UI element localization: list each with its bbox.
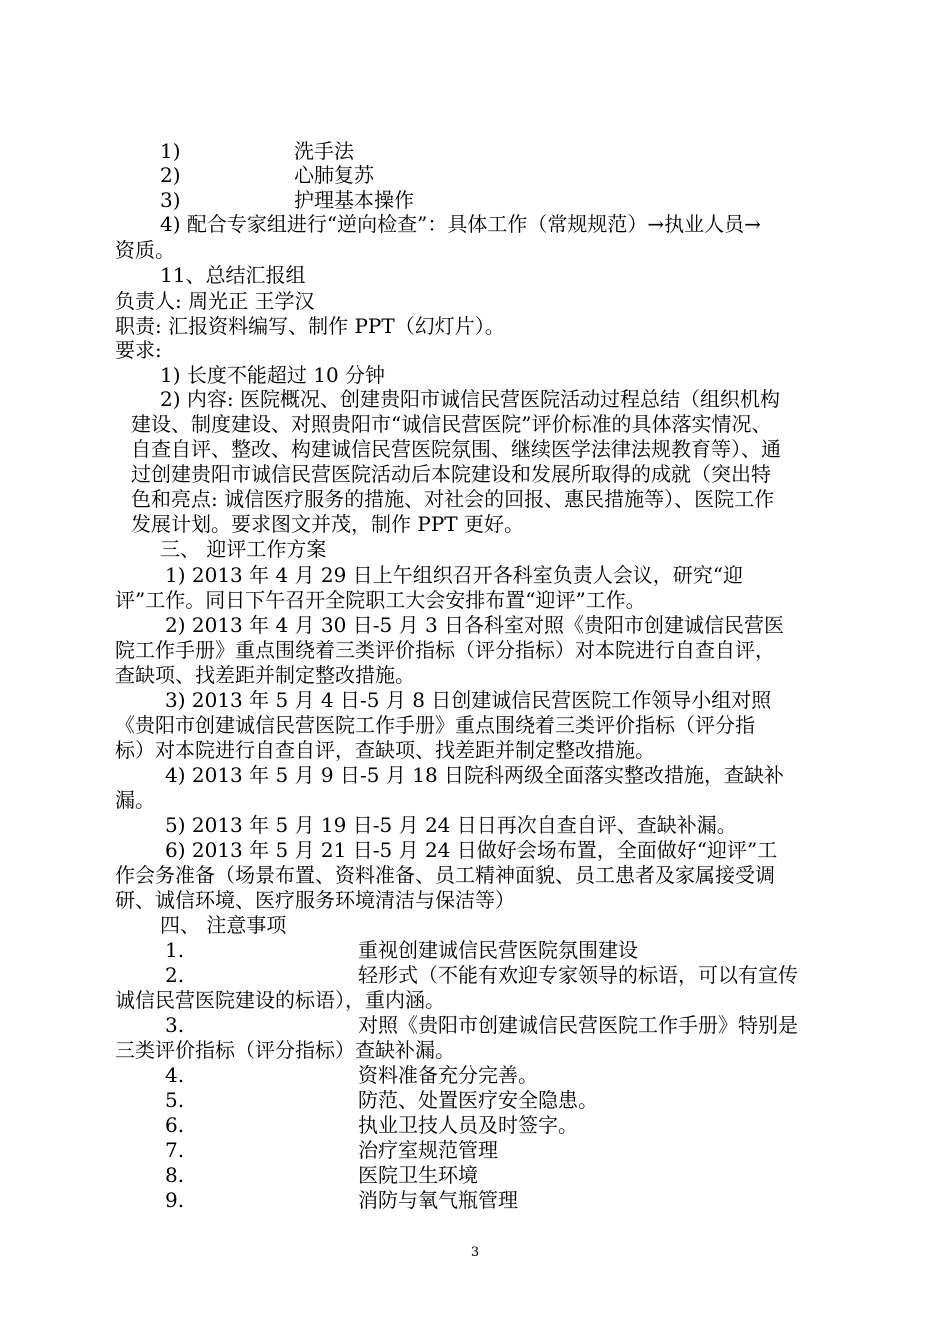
paragraph-line: 建设、制度建设、对照贵阳市“诚信民营医院”评价标准的具体落实情况、	[131, 412, 772, 436]
list-item: 消防与氧气瓶管理	[358, 1188, 518, 1212]
paragraph-line: 研、诚信环境、医疗服务环境清洁与保洁等）	[115, 888, 515, 912]
paragraph-line: 院工作手册》重点围绕着三类评价指标（评分指标）对本院进行自查自评，	[115, 638, 775, 662]
paragraph-line: 6) 2013 年 5 月 21 日-5 月 24 日做好会场布置，全面做好“迎评”工	[165, 838, 778, 862]
list-item: 重视创建诚信民营医院氛围建设	[358, 938, 638, 962]
paragraph-line: 色和亮点: 诚信医疗服务的措施、对社会的回报、惠民措施等）、医院工作	[131, 487, 775, 511]
list-number: 7.	[165, 1138, 185, 1162]
paragraph-line: 资质。	[115, 238, 175, 262]
list-number: 8.	[165, 1163, 185, 1187]
paragraph-line: 过创建贵阳市诚信民营医院活动后本院建设和发展所取得的成就（突出特	[131, 462, 771, 486]
paragraph-line: 2) 内容: 医院概况、创建贵阳市诚信民营医院活动过程总结（组织机构	[160, 387, 780, 411]
paragraph-line: 标）对本院进行自查自评，查缺项、找差距并制定整改措施。	[115, 738, 655, 762]
list-item: 执业卫技人员及时签字。	[358, 1113, 578, 1137]
paragraph-line: 评”工作。同日下午召开全院职工大会安排布置“迎评”工作。	[115, 588, 646, 612]
list-number: 2.	[165, 963, 185, 987]
list-number: 4.	[165, 1063, 185, 1087]
list-number: 3.	[165, 1013, 185, 1037]
list-item: 护理基本操作	[294, 188, 414, 212]
section-heading: 四、 注意事项	[160, 913, 287, 937]
paragraph-line: 《贵阳市创建诚信民营医院工作手册》重点围绕着三类评价指标（评分指	[115, 713, 755, 737]
list-item-continuation: 诚信民营医院建设的标语），重内涵。	[115, 988, 445, 1012]
paragraph-line: 漏。	[115, 788, 155, 812]
list-number: 1)	[160, 139, 181, 163]
list-item: 医院卫生环境	[358, 1163, 478, 1187]
paragraph-line: 发展计划。要求图文并茂，制作 PPT 更好。	[131, 512, 524, 536]
list-number: 2)	[160, 163, 181, 187]
list-item: 治疗室规范管理	[358, 1138, 498, 1162]
list-number: 5.	[165, 1088, 185, 1112]
paragraph-line: 自查自评、整改、构建诚信民营医院氛围、继续医学法律法规教育等）、通	[131, 437, 781, 461]
list-item: 对照《贵阳市创建诚信民营医院工作手册》特别是	[358, 1013, 798, 1037]
list-item: 轻形式（不能有欢迎专家领导的标语，可以有宣传	[358, 963, 798, 987]
duty-line: 职责: 汇报资料编写、制作 PPT（幻灯片）。	[115, 314, 505, 338]
section-heading: 三、 迎评工作方案	[160, 537, 327, 561]
paragraph-line: 2) 2013 年 4 月 30 日-5 月 3 日各科室对照《贵阳市创建诚信民营医	[165, 613, 785, 637]
list-item: 防范、处置医疗安全隐患。	[358, 1088, 598, 1112]
paragraph-line: 1) 2013 年 4 月 29 日上午组织召开各科室负责人会议，研究“迎	[165, 563, 743, 587]
requirement-label: 要求:	[115, 338, 162, 362]
list-item: 洗手法	[294, 139, 354, 163]
section-heading: 11、总结汇报组	[160, 263, 306, 287]
list-item: 资料准备充分完善。	[358, 1063, 538, 1087]
list-item-continuation: 三类评价指标（评分指标）查缺补漏。	[115, 1038, 455, 1062]
paragraph-line: 4) 配合专家组进行“逆向检查”：具体工作（常规规范）→执业人员→	[160, 212, 761, 236]
owner-line: 负责人: 周光正 王学汉	[115, 289, 315, 313]
paragraph-line: 查缺项、找差距并制定整改措施。	[115, 663, 415, 687]
list-number: 9.	[165, 1188, 185, 1212]
paragraph-line: 作会务准备（场景布置、资料准备、员工精神面貌、员工患者及家属接受调	[115, 863, 775, 887]
paragraph-line: 5) 2013 年 5 月 19 日-5 月 24 日日再次自查自评、查缺补漏。	[165, 813, 737, 837]
paragraph-line: 3) 2013 年 5 月 4 日-5 月 8 日创建诚信民营医院工作领导小组对照	[165, 688, 772, 712]
page-number: 3	[470, 1245, 480, 1260]
list-number: 6.	[165, 1113, 185, 1137]
list-item: 心肺复苏	[294, 163, 374, 187]
list-number: 1.	[165, 938, 185, 962]
list-number: 3)	[160, 188, 181, 212]
paragraph-line: 4) 2013 年 5 月 9 日-5 月 18 日院科两级全面落实整改措施，查缺补	[165, 763, 785, 787]
paragraph-line: 1) 长度不能超过 10 分钟	[160, 363, 386, 387]
